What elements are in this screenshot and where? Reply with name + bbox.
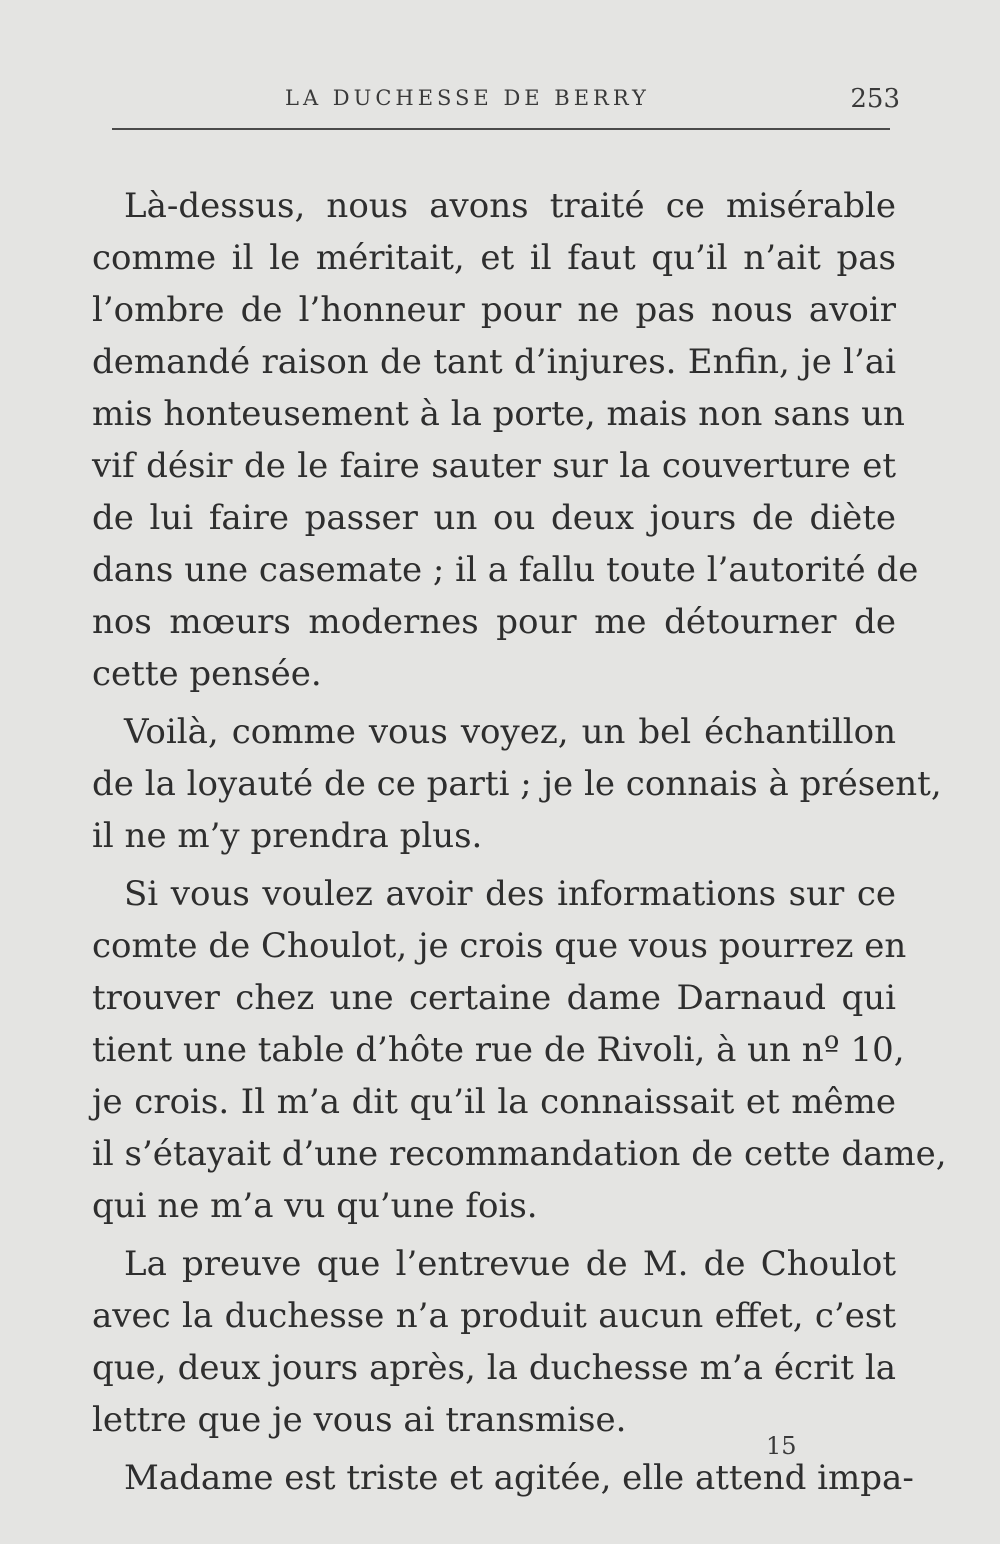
running-title: LA DUCHESSE DE BERRY <box>285 86 650 110</box>
text-line: de la loyauté de ce parti ; je le connais à présent, <box>92 764 942 804</box>
text-line: je crois. Il m’a dit qu’il la connaissait et même <box>92 1082 896 1122</box>
text-line: nos mœurs modernes pour me détourner de <box>92 602 896 642</box>
text-line: comte de Choulot, je crois que vous pourrez en <box>92 926 907 966</box>
text-line: l’ombre de l’honneur pour ne pas nous avoir <box>92 290 896 330</box>
page-number: 253 <box>850 84 900 114</box>
text-line: lettre que je vous ai transmise. <box>92 1400 627 1440</box>
text-line: mis honteusement à la porte, mais non sans un <box>92 394 905 434</box>
signature-mark: 15 <box>766 1432 797 1460</box>
text-line: Là-dessus, nous avons traité ce misérable <box>124 186 896 226</box>
body-text <box>92 180 947 1510</box>
text-line: tient une table d’hôte rue de Rivoli, à un nº 10, <box>92 1030 905 1070</box>
paragraph <box>92 180 919 700</box>
text-line: La preuve que l’entrevue de M. de Choulot <box>124 1244 896 1284</box>
text-line: cette pensée. <box>92 654 322 694</box>
paragraph <box>92 706 942 862</box>
text-line: demandé raison de tant d’injures. Enfin, je l’ai <box>92 342 896 382</box>
text-line: il s’étayait d’une recommandation de cette dame, <box>92 1134 947 1174</box>
text-line: Voilà, comme vous voyez, un bel échantillon <box>124 712 896 752</box>
paragraph <box>92 868 947 1232</box>
text-line: dans une casemate ; il a fallu toute l’autorité de <box>92 550 919 590</box>
text-line: avec la duchesse n’a produit aucun effet, c’est <box>92 1296 896 1336</box>
text-line: que, deux jours après, la duchesse m’a écrit la <box>92 1348 896 1388</box>
text-line: de lui faire passer un ou deux jours de diète <box>92 498 896 538</box>
text-line: comme il le méritait, et il faut qu’il n’ait pas <box>92 238 896 278</box>
text-line: il ne m’y prendra plus. <box>92 816 483 856</box>
text-line: Si vous voulez avoir des informations sur ce <box>124 874 896 914</box>
paragraph <box>92 1238 896 1446</box>
page-header <box>110 72 900 122</box>
text-line: trouver chez une certaine dame Darnaud qui <box>92 978 896 1018</box>
text-line: vif désir de le faire sauter sur la couverture et <box>92 446 896 486</box>
header-rule <box>112 128 890 130</box>
text-line: Madame est triste et agitée, elle attend impa- <box>124 1458 914 1498</box>
text-line: qui ne m’a vu qu’une fois. <box>92 1186 538 1226</box>
